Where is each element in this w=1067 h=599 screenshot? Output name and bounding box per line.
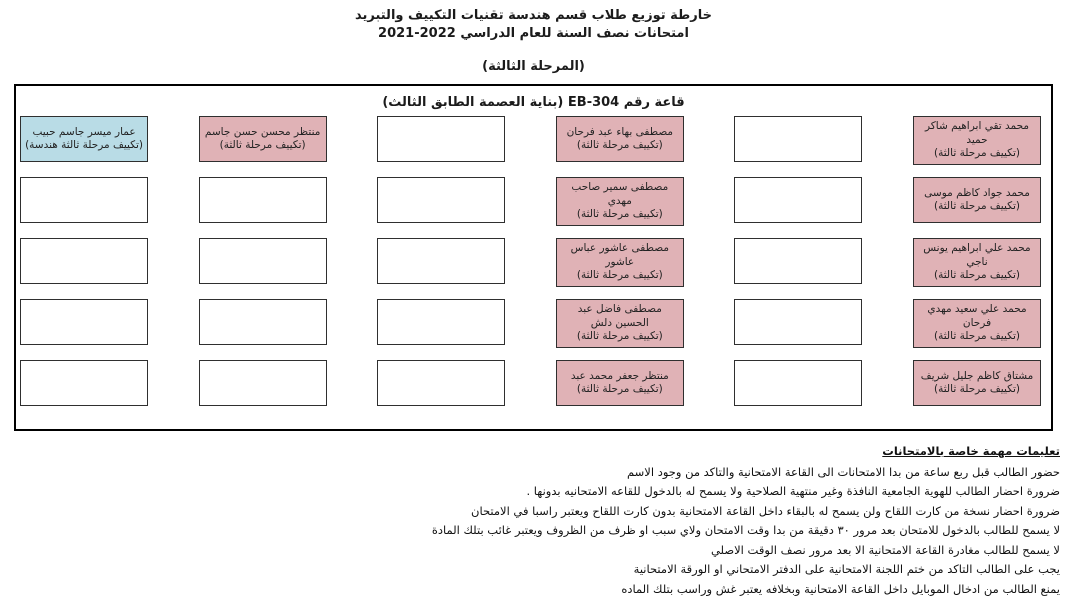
seat-student-type: (تكييف مرحلة ثالثة) [934,330,1020,344]
seat-box-empty [20,360,148,406]
seat-student-name: محمد علي ابراهيم يونس ناجي [918,242,1036,269]
seat-student-type: (تكييف مرحلة ثالثة) [577,383,663,397]
seat-box [20,116,148,162]
seat-student-name: مشتاق كاظم جليل شريف [921,370,1034,384]
seat-box [556,238,684,287]
seat-student-type: (تكييف مرحلة ثالثة هندسة) [25,139,143,153]
seat-box [913,360,1041,406]
seat-box-empty [734,360,862,406]
instruction-line: ضرورة احضار الطالب للهوية الجامعية النافذة وغير منتهية الصلاحية ولا يسمح له بالدخول للقاعه الامتحانيه بدونها . [0,482,1060,502]
seat-row [20,238,1041,287]
seat-grid [16,112,1051,412]
seat-box [556,116,684,162]
doc-title-line2: امتحانات نصف السنة للعام الدراسي 2022-2021 [0,25,1067,43]
seat-student-name: مصطفى سمير صاحب مهدي [561,181,679,208]
instruction-line: يمنع الطالب من ادخال الموبايل داخل القاعة الامتحانية وبخلافه يعتبر غش وراسب بتلك الماده [0,580,1060,599]
document-header [0,0,1067,74]
seat-student-type: (تكييف مرحلة ثالثة) [577,269,663,283]
instructions-heading: تعليمات مهمة خاصة بالامتحانات [0,442,1060,462]
seat-box [556,177,684,226]
seat-student-name: محمد تقي ابراهيم شاكر حميد [918,120,1036,147]
seat-box-empty [199,360,327,406]
instructions-list [0,463,1060,599]
seat-student-name: مصطفى بهاء عبد فرحان [567,126,673,140]
seat-student-type: (تكييف مرحلة ثالثة) [934,200,1020,214]
seat-student-name: محمد علي سعيد مهدي فرحان [918,303,1036,330]
instruction-line: لا يسمح للطالب بالدخول للامتحان بعد مرور ٣٠ دقيقة من بدا وقت الامتحان ولاي سبب او ظرف من الظروف ويعتبر غائب بتلك المادة [0,521,1060,541]
seat-box-empty [20,238,148,284]
seat-box [556,360,684,406]
seat-student-type: (تكييف مرحلة ثالثة) [577,330,663,344]
instruction-line: لا يسمح للطالب مغادرة القاعة الامتحانية الا بعد مرور نصف الوقت الاصلي [0,541,1060,561]
seat-box-empty [734,177,862,223]
seat-box [913,177,1041,223]
seat-student-name: محمد جواد كاظم موسى [924,187,1030,201]
hall-title: قاعة رقم EB-304 (بناية العصمة الطابق الثالث) [16,86,1051,112]
seat-student-type: (تكييف مرحلة ثالثة) [577,139,663,153]
seat-box-empty [377,238,505,284]
seat-student-type: (تكييف مرحلة ثالثة) [934,269,1020,283]
instruction-line: ضرورة احضار نسخة من كارت اللقاح ولن يسمح له بالبقاء داخل القاعة الامتحانية بدون كارت اللقاح ويعتبر راسبا في الامتحان [0,502,1060,522]
seat-student-type: (تكييف مرحلة ثالثة) [577,208,663,222]
doc-title-line1: خارطة توزيع طلاب قسم هندسة تقنيات التكييف والتبريد [0,7,1067,25]
seat-box-empty [377,360,505,406]
seat-box-empty [20,177,148,223]
seat-box-empty [734,116,862,162]
seat-student-type: (تكييف مرحلة ثالثة) [934,383,1020,397]
seat-box-empty [734,238,862,284]
instruction-line: حضور الطالب قبل ربع ساعة من بدا الامتحانات الى القاعة الامتحانية والتاكد من وجود الاسم [0,463,1060,483]
seat-row [20,177,1041,226]
seat-student-name: مصطفى فاضل عبد الحسين دلش [561,303,679,330]
seat-box-empty [199,238,327,284]
seat-student-type: (تكييف مرحلة ثالثة) [220,139,306,153]
seat-box-empty [199,177,327,223]
seat-box [913,299,1041,348]
seat-box-empty [20,299,148,345]
seat-box-empty [377,116,505,162]
seat-box [556,299,684,348]
seat-box-empty [377,177,505,223]
seat-student-name: مصطفى عاشور عباس عاشور [561,242,679,269]
seat-student-name: منتظر محسن حسن جاسم [205,126,320,140]
seat-student-type: (تكييف مرحلة ثالثة) [934,147,1020,161]
stage-title: (المرحلة الثالثة) [0,59,1067,74]
seat-row [20,116,1041,165]
exam-instructions [0,442,1060,599]
seat-student-name: منتظر جعفر محمد عبد [571,370,669,384]
seat-box [199,116,327,162]
seat-box-empty [377,299,505,345]
seat-box [913,116,1041,165]
instruction-line: يجب على الطالب التاكد من ختم اللجنة الامتحانية على الدفتر الامتحاني او الورقة الامتحانية [0,560,1060,580]
seat-student-name: عمار ميسر جاسم حبيب [32,126,135,140]
seat-box-empty [199,299,327,345]
seat-row [20,360,1041,406]
seat-row [20,299,1041,348]
seating-chart-table [14,84,1053,431]
seat-box [913,238,1041,287]
seat-box-empty [734,299,862,345]
